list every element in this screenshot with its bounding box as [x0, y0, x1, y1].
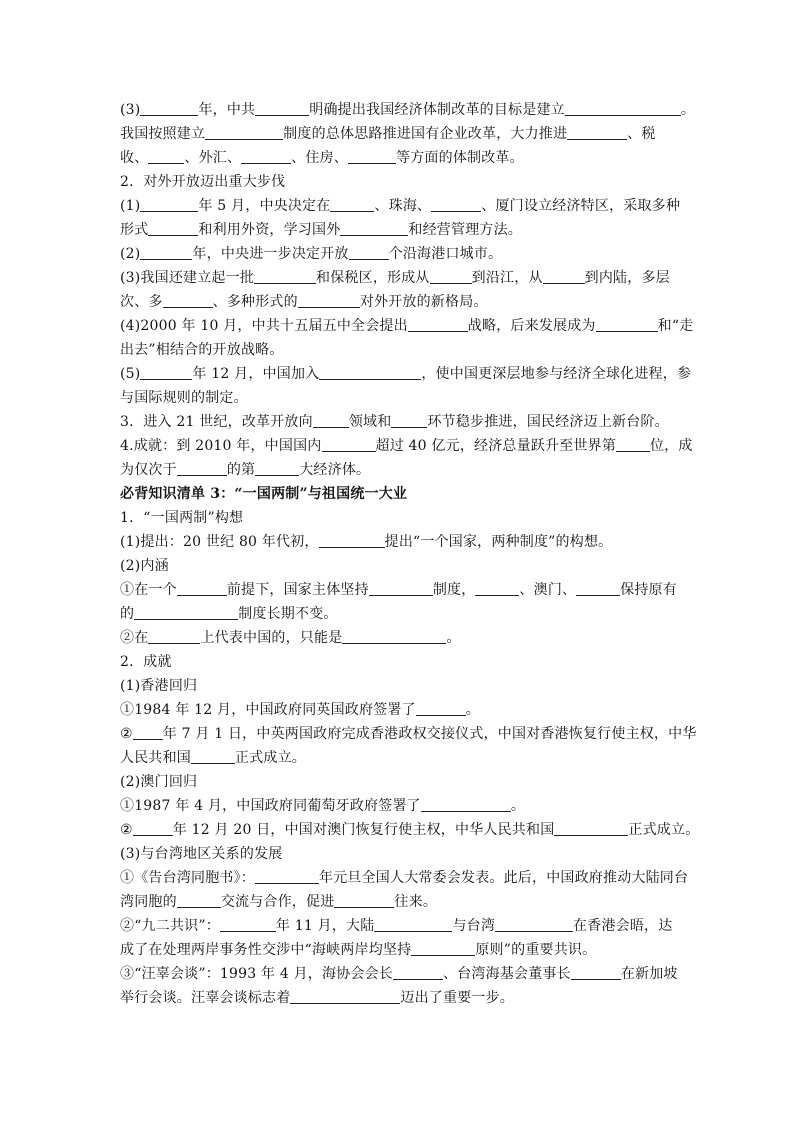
fill-in-blank[interactable]: [255, 460, 299, 476]
text-segment: ②在: [120, 630, 149, 646]
fill-in-blank[interactable]: [290, 988, 400, 1004]
text-segment: 出去”相结合的开放战略。: [120, 342, 284, 358]
fill-in-blank[interactable]: [334, 892, 394, 908]
fill-in-blank[interactable]: [391, 412, 427, 428]
text-segment: 往来。: [394, 894, 438, 910]
text-segment: (5): [120, 366, 141, 382]
tw-3b: [120, 986, 690, 1010]
text-segment: 战略，后来发展成为: [467, 318, 596, 334]
ocs-connotation: [120, 554, 690, 578]
text-segment: 超过 40 亿元，经济总量跃升至世界第: [375, 438, 617, 454]
text-segment: 年 11 月，大陆: [275, 918, 375, 934]
fill-in-blank[interactable]: [543, 268, 585, 284]
fill-in-blank[interactable]: [349, 244, 389, 260]
text-segment: ①在一个: [120, 582, 177, 598]
text-segment: ，使中国更深层地参与经济全球化进程，参: [421, 366, 692, 382]
text-segment: 年，中共: [198, 102, 256, 118]
text-segment: 到内陆，多层: [584, 270, 670, 286]
fill-in-blank[interactable]: [411, 940, 475, 956]
s2-item2: [120, 242, 690, 266]
fill-in-blank[interactable]: [140, 364, 192, 380]
fill-in-blank[interactable]: [408, 316, 468, 332]
text-segment: 在新加坡: [620, 966, 678, 982]
text-segment: 原则”的重要共识。: [475, 942, 597, 958]
fill-in-blank[interactable]: [322, 436, 376, 452]
tw-3a: [120, 962, 690, 986]
fill-in-blank[interactable]: [319, 364, 421, 380]
mo-2: [120, 818, 700, 842]
text-segment: 形式: [120, 222, 149, 238]
s2-item1b: [120, 218, 690, 242]
fill-in-blank[interactable]: [177, 892, 221, 908]
text-segment: 我国按照建立: [120, 126, 206, 142]
text-segment: 正式成立。: [235, 750, 306, 766]
fill-in-blank[interactable]: [205, 124, 283, 140]
text-segment: ③“汪辜会谈”：1993 年 4 月，海协会会长: [120, 966, 394, 982]
fill-in-blank[interactable]: [140, 196, 198, 212]
s1-reform-soe: [120, 122, 690, 146]
text-segment: 位，成: [650, 438, 693, 454]
fill-in-blank[interactable]: [374, 916, 452, 932]
fill-in-blank[interactable]: [148, 148, 184, 164]
text-segment: 2．对外开放迈出重大步伐: [120, 174, 286, 190]
s2-item4a: [120, 314, 694, 338]
tw-2a: [120, 914, 690, 938]
text-segment: 成了在处理两岸事务性交涉中“海峡两岸均坚持: [120, 942, 412, 958]
text-segment: 必背知识清单 3：“一国两制”与祖国统一大业: [120, 486, 408, 502]
text-segment: 明确提出我国经济体制改革的目标是建立: [309, 102, 565, 118]
text-segment: 次、多: [120, 294, 163, 310]
fill-in-blank[interactable]: [342, 628, 446, 644]
text-segment: 的第: [226, 462, 256, 478]
ocs-con1b: [120, 602, 690, 626]
tw-1b: [120, 890, 690, 914]
fill-in-blank[interactable]: [475, 580, 519, 596]
fill-in-blank[interactable]: [140, 100, 198, 116]
fill-in-blank[interactable]: [369, 580, 433, 596]
text-segment: 、多种形式的: [212, 294, 298, 310]
fill-in-blank[interactable]: [340, 220, 408, 236]
fill-in-blank[interactable]: [148, 628, 200, 644]
mo-heading: [120, 770, 690, 794]
fill-in-blank[interactable]: [421, 796, 511, 812]
list3-title: [120, 482, 690, 506]
tw-heading: [120, 842, 690, 866]
text-segment: (1): [120, 198, 141, 214]
text-segment: 。: [465, 702, 480, 718]
text-segment: 正式成立。: [628, 822, 700, 838]
fill-in-blank[interactable]: [495, 916, 573, 932]
ocs-con1a: [120, 578, 690, 602]
tw-2b: [120, 938, 690, 962]
fill-in-blank[interactable]: [254, 268, 316, 284]
tw-1a: [120, 866, 690, 890]
fill-in-blank[interactable]: [220, 916, 276, 932]
text-segment: 收、: [120, 150, 149, 166]
text-segment: ①1984 年 12 月，中国政府同英国政府签署了: [120, 702, 416, 718]
hk-1: [120, 698, 690, 722]
fill-in-blank[interactable]: [163, 292, 213, 308]
text-segment: 、税: [627, 126, 656, 142]
fill-in-blank[interactable]: [177, 460, 227, 476]
text-segment: 的: [120, 606, 135, 622]
text-segment: 与台湾: [452, 918, 496, 934]
s1-reform-goal: [120, 98, 696, 122]
s3-century: [120, 410, 690, 434]
text-segment: 保持原有: [620, 582, 678, 598]
fill-in-blank[interactable]: [565, 100, 681, 116]
fill-in-blank[interactable]: [140, 244, 192, 260]
text-segment: (3): [120, 102, 141, 118]
fill-in-blank[interactable]: [576, 580, 620, 596]
text-segment: 、澳门、: [519, 582, 577, 598]
text-segment: 、厦门设立经济特区，采取多种: [481, 198, 681, 214]
text-segment: 和保税区，形成从: [316, 270, 430, 286]
fill-in-blank[interactable]: [348, 148, 396, 164]
s2-item3b: [120, 290, 690, 314]
text-segment: (4)2000 年 10 月，中共十五届五中全会提出: [120, 318, 408, 334]
ocs-proposal: [120, 530, 690, 554]
text-segment: 对外开放的新格局。: [359, 294, 488, 310]
fill-in-blank[interactable]: [298, 292, 360, 308]
s2-heading: [120, 170, 690, 194]
text-segment: 年 5 月，中央决定在: [198, 198, 331, 214]
fill-in-blank[interactable]: [319, 532, 385, 548]
text-segment: ①《告台湾同胞书》：: [120, 870, 255, 886]
fill-in-blank[interactable]: [430, 268, 472, 284]
text-segment: 年 12 月 20 日，中国对澳门恢复行使主权，中华人民共和国: [172, 822, 555, 838]
text-segment: 迈出了重要一步。: [400, 990, 515, 1006]
hk-2a: [120, 722, 697, 746]
text-segment: 交流与合作，促进: [220, 894, 335, 910]
fill-in-blank[interactable]: [255, 100, 309, 116]
text-segment: 、珠海、: [374, 198, 432, 214]
worksheet-content: [120, 98, 700, 1010]
text-segment: 提出“一个国家，两种制度”的构想。: [384, 534, 613, 550]
text-segment: (2)澳门回归: [120, 774, 198, 790]
text-segment: 1．“一国两制”构想: [120, 510, 244, 526]
fill-in-blank[interactable]: [571, 964, 621, 980]
text-segment: (3)我国还建立起一批: [120, 270, 255, 286]
s1-reform-areas: [120, 146, 690, 170]
text-segment: 年元旦全国人大常委会发表。此后，中国政府推动大陆同台: [319, 870, 689, 886]
text-segment: 、住房、: [291, 150, 349, 166]
s4-achievement-b: [120, 458, 690, 482]
text-segment: 3．进入 21 世纪，改革开放向: [120, 414, 313, 430]
text-segment: 、外汇、: [184, 150, 242, 166]
fill-in-blank[interactable]: [330, 196, 374, 212]
fill-in-blank[interactable]: [554, 820, 628, 836]
fill-in-blank[interactable]: [133, 820, 173, 836]
hk-2b: [120, 746, 690, 770]
fill-in-blank[interactable]: [313, 412, 349, 428]
hk-heading: [120, 674, 690, 698]
text-segment: 、台湾海基会董事长: [443, 966, 571, 982]
fill-in-blank[interactable]: [241, 148, 291, 164]
s2-item5b: [120, 386, 690, 410]
s2-item3a: [120, 266, 690, 290]
ocs-heading: [120, 506, 690, 530]
fill-in-blank[interactable]: [255, 868, 319, 884]
text-segment: 个沿海港口城市。: [388, 246, 503, 262]
text-segment: 到沿江，从: [471, 270, 543, 286]
text-segment: 。: [510, 798, 526, 814]
fill-in-blank[interactable]: [133, 724, 163, 740]
ocs-con2: [120, 626, 690, 650]
text-segment: ②: [120, 726, 133, 742]
text-segment: 等方面的体制改革。: [396, 150, 524, 166]
fill-in-blank[interactable]: [191, 748, 235, 764]
text-segment: 制度，: [432, 582, 476, 598]
fill-in-blank[interactable]: [596, 316, 658, 332]
s4-achievement-a: [120, 434, 693, 458]
fill-in-blank[interactable]: [134, 604, 238, 620]
text-segment: (3)与台湾地区关系的发展: [120, 846, 283, 862]
text-segment: 。: [680, 102, 696, 118]
text-segment: ①1987 年 4 月，中国政府同葡萄牙政府签署了: [120, 798, 421, 814]
text-segment: 制度长期不变。: [238, 606, 338, 622]
text-segment: 和经营管理方法。: [408, 222, 523, 238]
text-segment: 和“走: [657, 318, 694, 334]
ach-heading: [120, 650, 690, 674]
fill-in-blank[interactable]: [431, 196, 481, 212]
text-segment: 领域和: [348, 414, 392, 430]
text-segment: 。: [446, 630, 461, 646]
text-segment: 年 12 月，中国加入: [192, 366, 320, 382]
text-segment: ②: [120, 822, 133, 838]
s2-item5a: [120, 362, 690, 386]
s2-item4b: [120, 338, 690, 362]
text-segment: (2): [120, 246, 141, 262]
text-segment: 2．成就: [120, 654, 172, 670]
text-segment: 湾同胞的: [120, 894, 177, 910]
text-segment: 年 7 月 1 日，中英两国政府完成香港政权交接仪式，中国对香港恢复行使主权，中华: [162, 726, 697, 742]
s2-item1a: [120, 194, 690, 218]
text-segment: 大经济体。: [299, 462, 371, 478]
fill-in-blank[interactable]: [393, 964, 443, 980]
text-segment: 4.成就：到 2010 年，中国国内: [120, 438, 322, 454]
mo-1: [120, 794, 690, 818]
text-segment: (2)内涵: [120, 558, 169, 574]
text-segment: 和利用外资，学习国外: [198, 222, 341, 238]
fill-in-blank[interactable]: [416, 700, 466, 716]
text-segment: 举行会谈。汪辜会谈标志着: [120, 990, 291, 1006]
fill-in-blank[interactable]: [616, 436, 650, 452]
text-segment: 前提下，国家主体坚持: [226, 582, 369, 598]
text-segment: (1)提出：20 世纪 80 年代初，: [120, 534, 319, 550]
text-segment: 在香港会晤，达: [573, 918, 673, 934]
text-segment: 人民共和国: [120, 750, 191, 766]
text-segment: 年，中央进一步决定开放: [192, 246, 349, 262]
text-segment: 与国际规则的制定。: [120, 390, 248, 406]
text-segment: 为仅次于: [120, 462, 177, 478]
text-segment: 上代表中国的，只能是: [200, 630, 343, 646]
fill-in-blank[interactable]: [177, 580, 227, 596]
text-segment: 制度的总体思路推进国有企业改革，大力推进: [283, 126, 568, 142]
text-segment: 环节稳步推进，国民经济迈上新台阶。: [427, 414, 669, 430]
fill-in-blank[interactable]: [148, 220, 198, 236]
text-segment: ②“九二共识”：: [120, 918, 220, 934]
fill-in-blank[interactable]: [567, 124, 627, 140]
text-segment: (1)香港回归: [120, 678, 198, 694]
